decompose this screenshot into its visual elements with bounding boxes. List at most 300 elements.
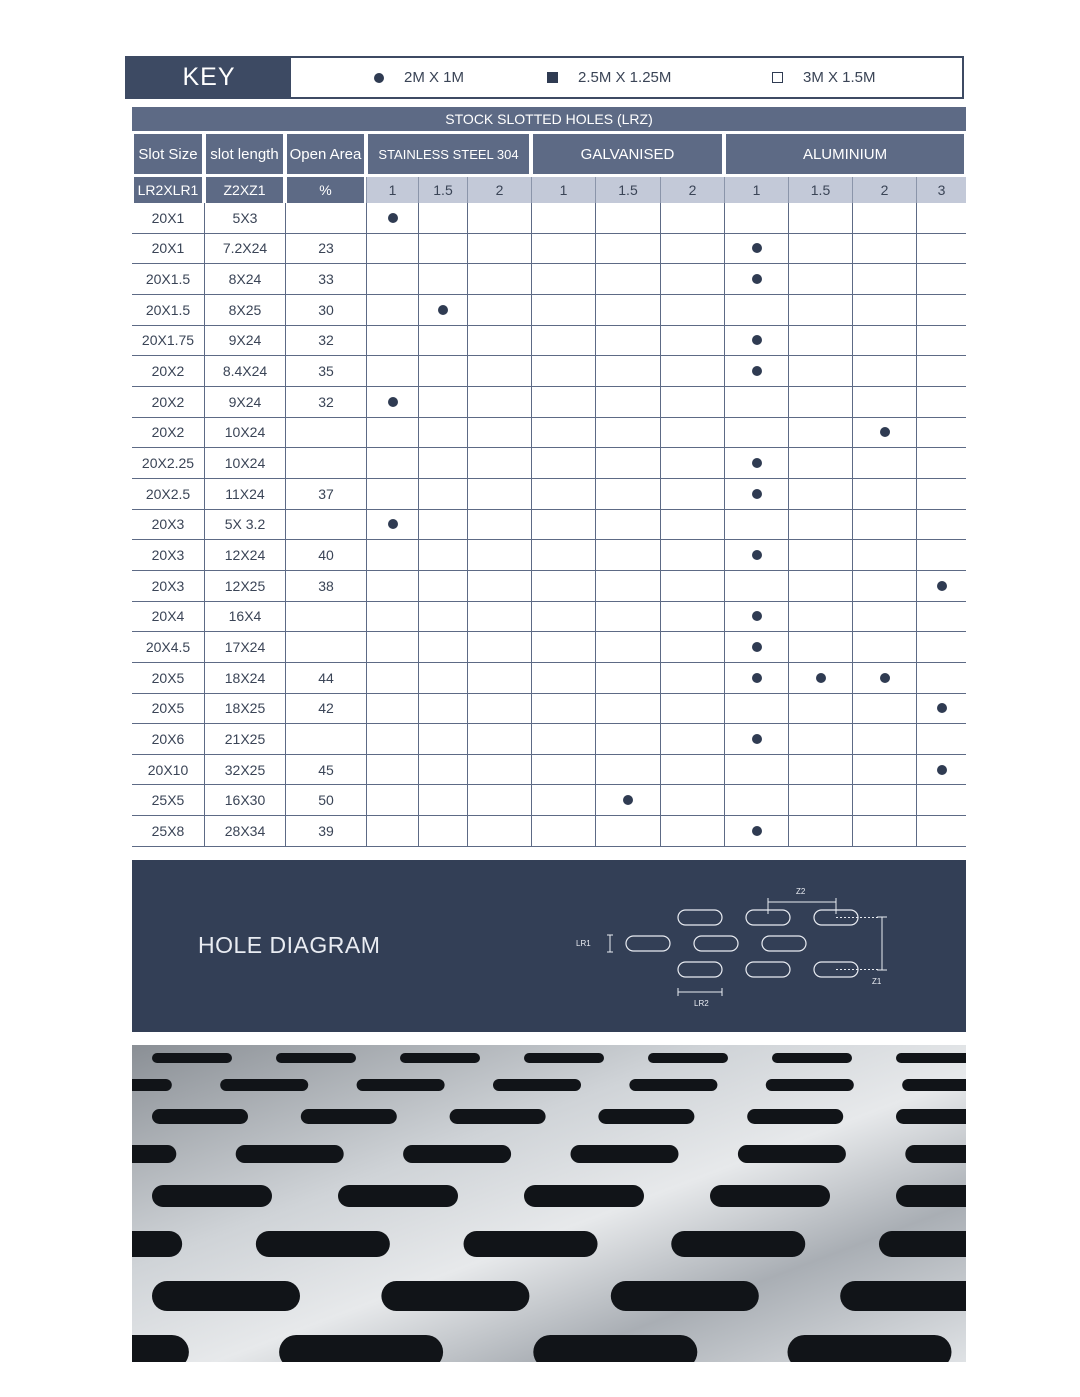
cell-slot-size: 20X2 bbox=[132, 356, 204, 387]
cell-slot-size: 20X4.5 bbox=[132, 632, 204, 663]
slot-shape bbox=[678, 962, 722, 977]
cell-slot-length: 18X24 bbox=[204, 663, 285, 694]
cell-slot-length: 18X25 bbox=[204, 694, 285, 725]
cell-slot-length: 28X34 bbox=[204, 816, 285, 847]
cell-availability bbox=[852, 694, 916, 725]
hole-diagram-panel bbox=[132, 860, 966, 1032]
cell-availability bbox=[788, 571, 852, 602]
cell-availability bbox=[531, 816, 595, 847]
cell-open-area: 38 bbox=[285, 571, 366, 602]
cell-availability bbox=[595, 479, 660, 510]
table-row bbox=[132, 418, 966, 449]
slot-hole bbox=[301, 1109, 397, 1124]
cell-open-area: 50 bbox=[285, 785, 366, 816]
cell-availability bbox=[467, 571, 531, 602]
cell-availability bbox=[660, 785, 724, 816]
cell-availability bbox=[467, 632, 531, 663]
cell-open-area: 23 bbox=[285, 234, 366, 265]
cell-availability bbox=[660, 510, 724, 541]
cell-slot-size: 20X1 bbox=[132, 234, 204, 265]
slot-hole bbox=[279, 1335, 443, 1362]
cell-open-area: 42 bbox=[285, 694, 366, 725]
cell-availability bbox=[724, 571, 788, 602]
slot-hole bbox=[152, 1109, 248, 1124]
cell-open-area: 45 bbox=[285, 755, 366, 786]
cell-availability bbox=[531, 571, 595, 602]
subheader-thickness: 3 bbox=[916, 177, 966, 203]
cell-availability bbox=[724, 663, 788, 694]
cell-availability bbox=[467, 663, 531, 694]
cell-open-area bbox=[285, 448, 366, 479]
hole-diagram-figure bbox=[562, 880, 902, 1020]
subheader-thickness: 1.5 bbox=[788, 177, 852, 203]
cell-open-area: 39 bbox=[285, 816, 366, 847]
slot-hole bbox=[896, 1185, 966, 1207]
cell-availability bbox=[788, 785, 852, 816]
slot-shape bbox=[626, 936, 670, 951]
cell-availability bbox=[467, 785, 531, 816]
cell-availability bbox=[595, 724, 660, 755]
cell-availability bbox=[724, 510, 788, 541]
cell-availability bbox=[916, 694, 966, 725]
cell-availability bbox=[852, 755, 916, 786]
cell-open-area: 40 bbox=[285, 540, 366, 571]
cell-availability bbox=[724, 234, 788, 265]
slot-hole bbox=[338, 1185, 458, 1207]
subheader-thickness: 2 bbox=[467, 177, 531, 203]
cell-availability bbox=[531, 264, 595, 295]
subheader-slot-size: LR2XLR1 bbox=[132, 177, 204, 203]
slot-hole bbox=[152, 1053, 232, 1063]
cell-availability bbox=[366, 387, 418, 418]
filled-circle-icon bbox=[752, 642, 762, 652]
cell-availability bbox=[852, 602, 916, 633]
cell-availability bbox=[660, 356, 724, 387]
cell-availability bbox=[852, 632, 916, 663]
cell-availability bbox=[418, 510, 467, 541]
slot-hole bbox=[896, 1053, 966, 1063]
slot-hole bbox=[132, 1335, 189, 1362]
cell-availability bbox=[366, 755, 418, 786]
filled-circle-icon bbox=[752, 734, 762, 744]
cell-slot-length: 5X3 bbox=[204, 203, 285, 234]
header-stainless: STAINLESS STEEL 304 bbox=[366, 134, 531, 177]
slot-hole bbox=[671, 1231, 805, 1257]
slot-hole bbox=[629, 1079, 717, 1091]
key-item-label: 2M X 1M bbox=[404, 69, 465, 86]
cell-availability bbox=[531, 540, 595, 571]
cell-availability bbox=[366, 510, 418, 541]
cell-slot-length: 32X25 bbox=[204, 755, 285, 786]
slot-hole bbox=[256, 1231, 390, 1257]
cell-availability bbox=[660, 448, 724, 479]
cell-availability bbox=[366, 816, 418, 847]
slot-hole bbox=[220, 1079, 308, 1091]
cell-availability bbox=[467, 694, 531, 725]
cell-availability bbox=[366, 694, 418, 725]
cell-availability bbox=[595, 540, 660, 571]
table-row bbox=[132, 724, 966, 755]
cell-availability bbox=[852, 418, 916, 449]
filled-square-icon bbox=[547, 72, 558, 83]
cell-slot-length: 12X24 bbox=[204, 540, 285, 571]
header-aluminium: ALUMINIUM bbox=[724, 134, 966, 177]
cell-availability bbox=[531, 755, 595, 786]
cell-availability bbox=[467, 510, 531, 541]
filled-circle-icon bbox=[752, 673, 762, 683]
slot-hole bbox=[710, 1185, 830, 1207]
cell-availability bbox=[366, 663, 418, 694]
cell-availability bbox=[724, 203, 788, 234]
cell-availability bbox=[467, 816, 531, 847]
filled-circle-icon bbox=[388, 397, 398, 407]
table-title: STOCK SLOTTED HOLES (LRZ) bbox=[132, 104, 966, 134]
cell-availability bbox=[660, 295, 724, 326]
cell-availability bbox=[467, 295, 531, 326]
cell-slot-size: 20X3 bbox=[132, 571, 204, 602]
slot-hole bbox=[598, 1109, 694, 1124]
cell-availability bbox=[724, 264, 788, 295]
cell-availability bbox=[660, 602, 724, 633]
cell-availability bbox=[595, 755, 660, 786]
subheader-thickness: 2 bbox=[660, 177, 724, 203]
cell-availability bbox=[724, 632, 788, 663]
key-item-label: 3M X 1.5M bbox=[803, 69, 876, 86]
cell-availability bbox=[366, 632, 418, 663]
cell-availability bbox=[366, 234, 418, 265]
cell-availability bbox=[916, 234, 966, 265]
cell-availability bbox=[531, 203, 595, 234]
cell-slot-size: 20X4 bbox=[132, 602, 204, 633]
cell-availability bbox=[366, 571, 418, 602]
cell-availability bbox=[660, 387, 724, 418]
z1-label: Z1 bbox=[872, 977, 882, 986]
filled-circle-icon bbox=[752, 274, 762, 284]
cell-availability bbox=[852, 540, 916, 571]
slot-hole bbox=[905, 1145, 966, 1163]
cell-availability bbox=[788, 510, 852, 541]
cell-availability bbox=[852, 479, 916, 510]
lr2-label: LR2 bbox=[694, 999, 709, 1008]
cell-availability bbox=[467, 540, 531, 571]
cell-availability bbox=[418, 356, 467, 387]
cell-slot-size: 20X3 bbox=[132, 510, 204, 541]
cell-availability bbox=[724, 816, 788, 847]
perforated-metal-image bbox=[132, 1045, 966, 1362]
cell-availability bbox=[852, 356, 916, 387]
cell-availability bbox=[467, 326, 531, 357]
cell-availability bbox=[531, 785, 595, 816]
hole-diagram-title: HOLE DIAGRAM bbox=[198, 932, 381, 958]
cell-availability bbox=[916, 203, 966, 234]
cell-availability bbox=[660, 724, 724, 755]
header-slot-length: slot length bbox=[204, 134, 285, 177]
cell-availability bbox=[366, 785, 418, 816]
filled-circle-icon bbox=[752, 550, 762, 560]
cell-availability bbox=[916, 326, 966, 357]
key-legend bbox=[125, 56, 964, 99]
cell-availability bbox=[595, 602, 660, 633]
cell-availability bbox=[916, 540, 966, 571]
cell-availability bbox=[418, 632, 467, 663]
slot-hole bbox=[400, 1053, 480, 1063]
cell-open-area bbox=[285, 602, 366, 633]
cell-availability bbox=[724, 755, 788, 786]
cell-availability bbox=[467, 448, 531, 479]
cell-availability bbox=[366, 295, 418, 326]
cell-availability bbox=[724, 295, 788, 326]
cell-availability bbox=[531, 356, 595, 387]
cell-slot-size: 20X2 bbox=[132, 418, 204, 449]
cell-availability bbox=[418, 602, 467, 633]
slot-hole bbox=[464, 1231, 598, 1257]
cell-availability bbox=[467, 387, 531, 418]
cell-availability bbox=[531, 632, 595, 663]
cell-availability bbox=[366, 448, 418, 479]
cell-availability bbox=[660, 418, 724, 449]
cell-availability bbox=[595, 387, 660, 418]
cell-open-area bbox=[285, 724, 366, 755]
filled-circle-icon bbox=[880, 427, 890, 437]
slot-hole bbox=[132, 1231, 182, 1257]
subheader-thickness: 1 bbox=[366, 177, 418, 203]
cell-availability bbox=[788, 356, 852, 387]
filled-circle-icon bbox=[752, 366, 762, 376]
cell-availability bbox=[916, 264, 966, 295]
cell-availability bbox=[788, 632, 852, 663]
cell-availability bbox=[788, 418, 852, 449]
cell-slot-length: 8X24 bbox=[204, 264, 285, 295]
slot-shape bbox=[762, 936, 806, 951]
cell-availability bbox=[916, 571, 966, 602]
slot-hole bbox=[276, 1053, 356, 1063]
cell-slot-size: 25X8 bbox=[132, 816, 204, 847]
cell-availability bbox=[660, 326, 724, 357]
slot-hole bbox=[902, 1079, 966, 1091]
cell-slot-length: 10X24 bbox=[204, 448, 285, 479]
cell-availability bbox=[595, 816, 660, 847]
cell-open-area bbox=[285, 632, 366, 663]
cell-availability bbox=[595, 510, 660, 541]
filled-circle-icon bbox=[752, 243, 762, 253]
cell-availability bbox=[418, 295, 467, 326]
cell-availability bbox=[595, 571, 660, 602]
cell-availability bbox=[724, 479, 788, 510]
cell-slot-length: 16X30 bbox=[204, 785, 285, 816]
cell-availability bbox=[724, 418, 788, 449]
cell-availability bbox=[531, 510, 595, 541]
cell-slot-size: 20X1 bbox=[132, 203, 204, 234]
cell-availability bbox=[916, 356, 966, 387]
cell-availability bbox=[595, 418, 660, 449]
cell-availability bbox=[788, 724, 852, 755]
subheader-thickness: 1 bbox=[724, 177, 788, 203]
table-row bbox=[132, 632, 966, 663]
cell-availability bbox=[418, 418, 467, 449]
cell-availability bbox=[418, 479, 467, 510]
table-row bbox=[132, 479, 966, 510]
cell-availability bbox=[660, 264, 724, 295]
z2-label: Z2 bbox=[796, 887, 806, 896]
cell-availability bbox=[366, 264, 418, 295]
cell-availability bbox=[531, 234, 595, 265]
cell-availability bbox=[852, 387, 916, 418]
cell-availability bbox=[852, 571, 916, 602]
cell-availability bbox=[531, 602, 595, 633]
key-title: KEY bbox=[127, 58, 291, 97]
cell-slot-size: 20X2 bbox=[132, 387, 204, 418]
cell-availability bbox=[916, 602, 966, 633]
table-row bbox=[132, 785, 966, 816]
table-row bbox=[132, 755, 966, 786]
cell-availability bbox=[724, 326, 788, 357]
cell-slot-size: 20X3 bbox=[132, 540, 204, 571]
subheader-thickness: 1.5 bbox=[418, 177, 467, 203]
cell-slot-size: 20X10 bbox=[132, 755, 204, 786]
cell-slot-length: 8X25 bbox=[204, 295, 285, 326]
slot-shape bbox=[694, 936, 738, 951]
table-row bbox=[132, 816, 966, 847]
cell-slot-size: 20X5 bbox=[132, 694, 204, 725]
cell-availability bbox=[660, 203, 724, 234]
filled-circle-icon bbox=[937, 581, 947, 591]
cell-open-area: 32 bbox=[285, 326, 366, 357]
cell-slot-size: 20X6 bbox=[132, 724, 204, 755]
cell-slot-size: 20X2.5 bbox=[132, 479, 204, 510]
table-row bbox=[132, 234, 966, 265]
table-row bbox=[132, 694, 966, 725]
cell-availability bbox=[418, 571, 467, 602]
cell-availability bbox=[366, 356, 418, 387]
key-item-3m bbox=[772, 58, 876, 97]
cell-availability bbox=[916, 632, 966, 663]
slot-hole bbox=[896, 1109, 966, 1124]
cell-availability bbox=[788, 816, 852, 847]
cell-availability bbox=[724, 694, 788, 725]
cell-availability bbox=[366, 724, 418, 755]
cell-availability bbox=[418, 540, 467, 571]
cell-availability bbox=[724, 724, 788, 755]
cell-slot-size: 20X5 bbox=[132, 663, 204, 694]
cell-open-area bbox=[285, 510, 366, 541]
cell-availability bbox=[916, 755, 966, 786]
cell-availability bbox=[595, 203, 660, 234]
stock-slotted-holes-table bbox=[132, 104, 966, 847]
slot-hole bbox=[648, 1053, 728, 1063]
slot-hole bbox=[493, 1079, 581, 1091]
cell-availability bbox=[366, 479, 418, 510]
table-row bbox=[132, 387, 966, 418]
filled-circle-icon bbox=[388, 519, 398, 529]
slot-hole bbox=[611, 1281, 759, 1311]
cell-availability bbox=[916, 816, 966, 847]
cell-availability bbox=[724, 602, 788, 633]
table-row bbox=[132, 540, 966, 571]
cell-availability bbox=[418, 785, 467, 816]
cell-availability bbox=[531, 724, 595, 755]
key-item-label: 2.5M X 1.25M bbox=[578, 69, 672, 86]
filled-circle-icon bbox=[388, 213, 398, 223]
cell-slot-length: 5X 3.2 bbox=[204, 510, 285, 541]
open-square-icon bbox=[772, 72, 783, 83]
slot-hole bbox=[524, 1053, 604, 1063]
filled-circle-icon bbox=[752, 458, 762, 468]
filled-circle-icon bbox=[752, 489, 762, 499]
slot-hole bbox=[403, 1145, 511, 1163]
cell-availability bbox=[418, 387, 467, 418]
slot-hole bbox=[747, 1109, 843, 1124]
cell-availability bbox=[366, 326, 418, 357]
cell-availability bbox=[595, 663, 660, 694]
cell-availability bbox=[660, 540, 724, 571]
slot-hole bbox=[381, 1281, 529, 1311]
cell-availability bbox=[418, 234, 467, 265]
cell-slot-length: 21X25 bbox=[204, 724, 285, 755]
cell-availability bbox=[916, 418, 966, 449]
cell-availability bbox=[595, 264, 660, 295]
cell-availability bbox=[660, 632, 724, 663]
cell-availability bbox=[852, 724, 916, 755]
cell-open-area: 44 bbox=[285, 663, 366, 694]
cell-slot-length: 12X25 bbox=[204, 571, 285, 602]
slot-hole bbox=[450, 1109, 546, 1124]
table-body bbox=[132, 203, 966, 847]
cell-availability bbox=[531, 694, 595, 725]
cell-availability bbox=[418, 663, 467, 694]
cell-availability bbox=[366, 540, 418, 571]
cell-availability bbox=[788, 694, 852, 725]
cell-availability bbox=[366, 602, 418, 633]
cell-slot-length: 8.4X24 bbox=[204, 356, 285, 387]
cell-availability bbox=[916, 663, 966, 694]
slot-hole bbox=[132, 1145, 176, 1163]
cell-availability bbox=[418, 264, 467, 295]
cell-availability bbox=[788, 264, 852, 295]
cell-open-area bbox=[285, 203, 366, 234]
cell-availability bbox=[916, 724, 966, 755]
cell-availability bbox=[852, 234, 916, 265]
header-galvanised: GALVANISED bbox=[531, 134, 724, 177]
cell-availability bbox=[418, 816, 467, 847]
cell-availability bbox=[467, 418, 531, 449]
slot-shape bbox=[746, 962, 790, 977]
cell-slot-length: 11X24 bbox=[204, 479, 285, 510]
key-item-2m bbox=[374, 58, 464, 97]
cell-availability bbox=[418, 724, 467, 755]
cell-availability bbox=[788, 234, 852, 265]
cell-availability bbox=[467, 755, 531, 786]
subheader-thickness: 1.5 bbox=[595, 177, 660, 203]
filled-circle-icon bbox=[752, 826, 762, 836]
cell-availability bbox=[724, 387, 788, 418]
cell-availability bbox=[595, 785, 660, 816]
slot-hole bbox=[840, 1281, 966, 1311]
cell-availability bbox=[852, 816, 916, 847]
cell-availability bbox=[852, 264, 916, 295]
cell-availability bbox=[660, 663, 724, 694]
cell-open-area: 35 bbox=[285, 356, 366, 387]
cell-availability bbox=[595, 356, 660, 387]
table-row bbox=[132, 602, 966, 633]
cell-availability bbox=[788, 326, 852, 357]
subheader-thickness: 2 bbox=[852, 177, 916, 203]
slot-hole bbox=[533, 1335, 697, 1362]
table-row bbox=[132, 203, 966, 234]
cell-availability bbox=[660, 479, 724, 510]
cell-availability bbox=[788, 540, 852, 571]
cell-slot-length: 10X24 bbox=[204, 418, 285, 449]
filled-circle-icon bbox=[623, 795, 633, 805]
